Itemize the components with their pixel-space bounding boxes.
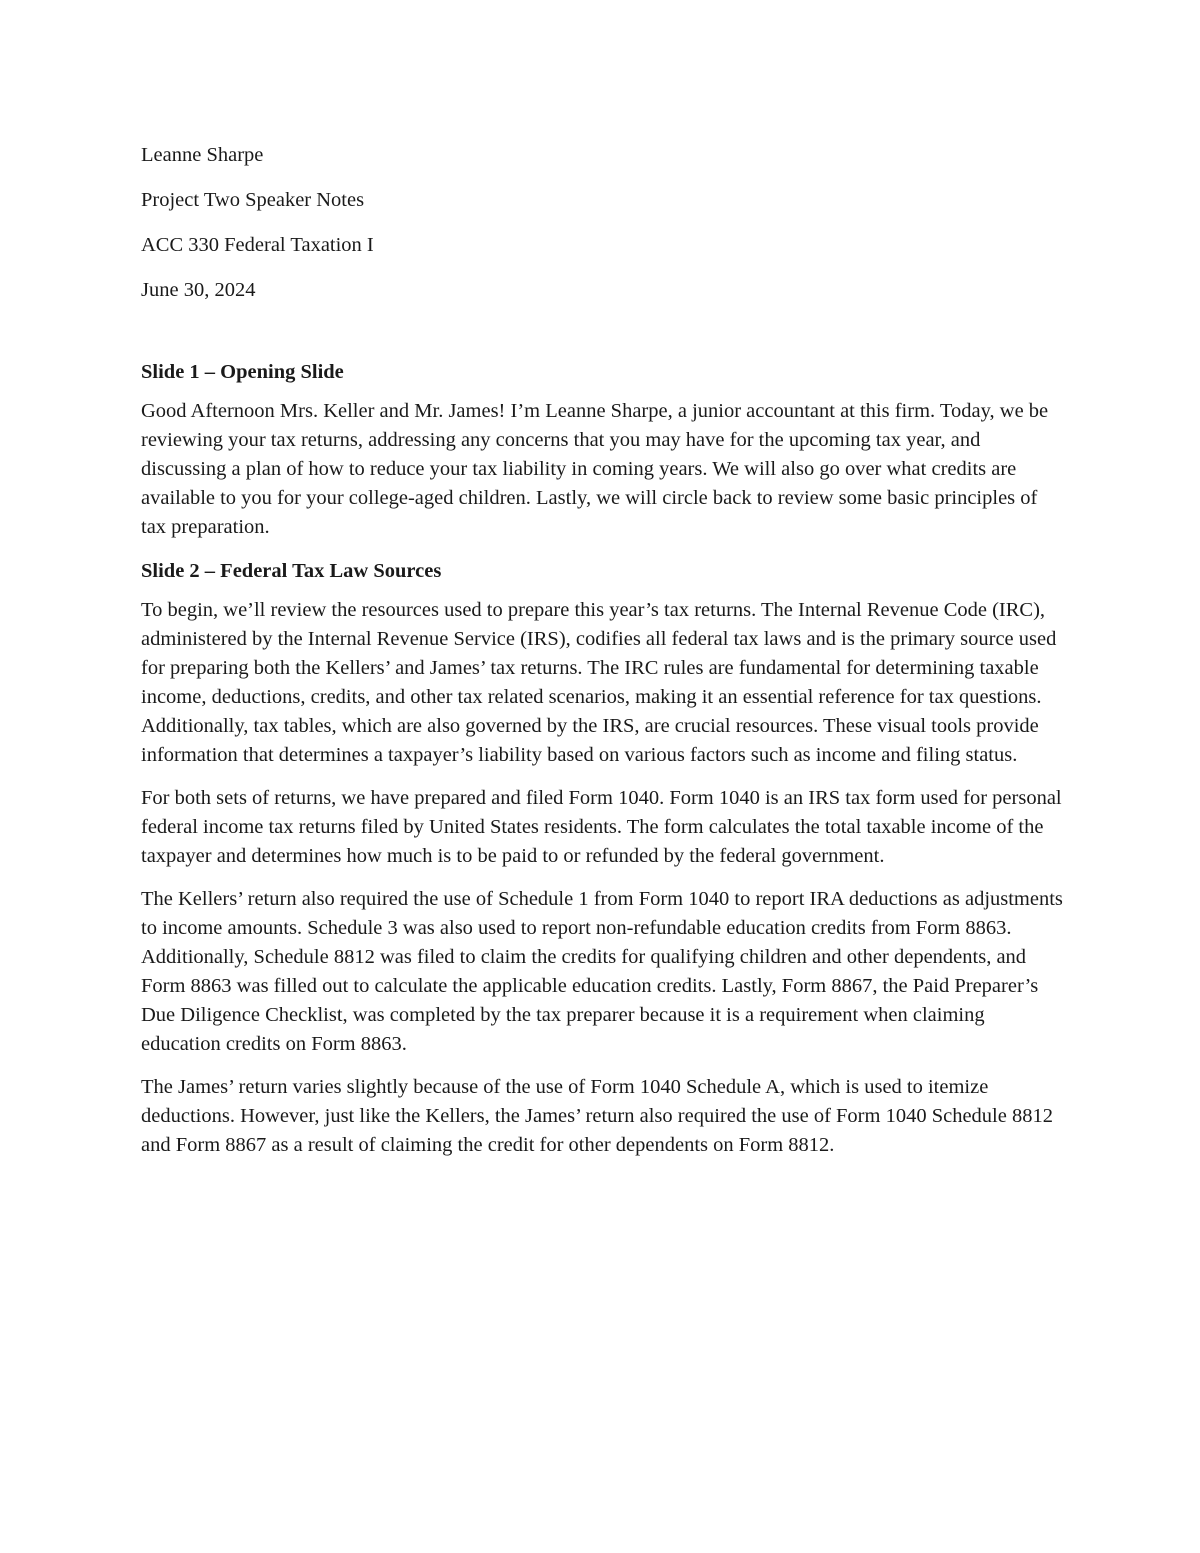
slide-2-paragraph-james-return: The James’ return varies slightly because of the use of Form 1040 Schedule A, which is used to itemize deductions. However, just like the Kellers, the James’ return also required the use of Form 1040 Schedule 8812 and Form 8867 as a result of claiming the credit for other dependents on Form 8812. <box>141 1076 1053 1156</box>
author-name: Leanne Sharpe <box>141 144 264 166</box>
slide-1-heading: Slide 1 – Opening Slide <box>141 361 344 383</box>
slide-1-paragraph: Good Afternoon Mrs. Keller and Mr. James! I’m Leanne Sharpe, a junior accountant at this firm. Today, we be reviewing your tax returns, addressing any concerns that you may have for the upcoming tax year, and discussing a plan of how to reduce your tax liability in coming years. We will also go over what credits are available to you for your college-aged children. Lastly, we will circle back to review some basic principles of tax preparation. <box>141 400 1049 538</box>
slide-1-section <box>141 357 1066 542</box>
document-page <box>141 140 1066 1174</box>
document-header <box>141 140 1066 305</box>
slide-2-paragraph-tax-law-sources: To begin, we’ll review the resources used to prepare this year’s tax returns. The Internal Revenue Code (IRC), administered by the Internal Revenue Service (IRS), codifies all federal tax laws and is the primary source used for preparing both the Kellers’ and James’ tax returns. The IRC rules are fundamental for determining taxable income, deductions, credits, and other tax related scenarios, making it an essential reference for tax questions. Additionally, tax tables, which are also governed by the IRS, are crucial resources. These visual tools provide information that determines a taxpayer’s liability based on various factors such as income and filing status. <box>141 599 1057 766</box>
slide-2-paragraph-form-1040: For both sets of returns, we have prepared and filed Form 1040. Form 1040 is an IRS tax form used for personal federal income tax returns filed by United States residents. The form calculates the total taxable income of the taxpayer and determines how much is to be paid to or refunded by the federal government. <box>141 787 1062 867</box>
document-title: Project Two Speaker Notes <box>141 189 365 211</box>
course-name: ACC 330 Federal Taxation I <box>141 234 374 256</box>
document-date: June 30, 2024 <box>141 279 256 301</box>
slide-2-paragraph-kellers-return: The Kellers’ return also required the use of Schedule 1 from Form 1040 to report IRA deductions as adjustments to income amounts. Schedule 3 was also used to report non-refundable education credits from Form 8863. Additionally, Schedule 8812 was filed to claim the credits for qualifying children and other dependents, and Form 8863 was filled out to calculate the applicable education credits. Lastly, Form 8867, the Paid Preparer’s Due Diligence Checklist, was completed by the tax preparer because it is a requirement when claiming education credits on Form 8863. <box>141 888 1063 1055</box>
slide-2-heading: Slide 2 – Federal Tax Law Sources <box>141 560 442 582</box>
slide-2-section <box>141 556 1066 1160</box>
